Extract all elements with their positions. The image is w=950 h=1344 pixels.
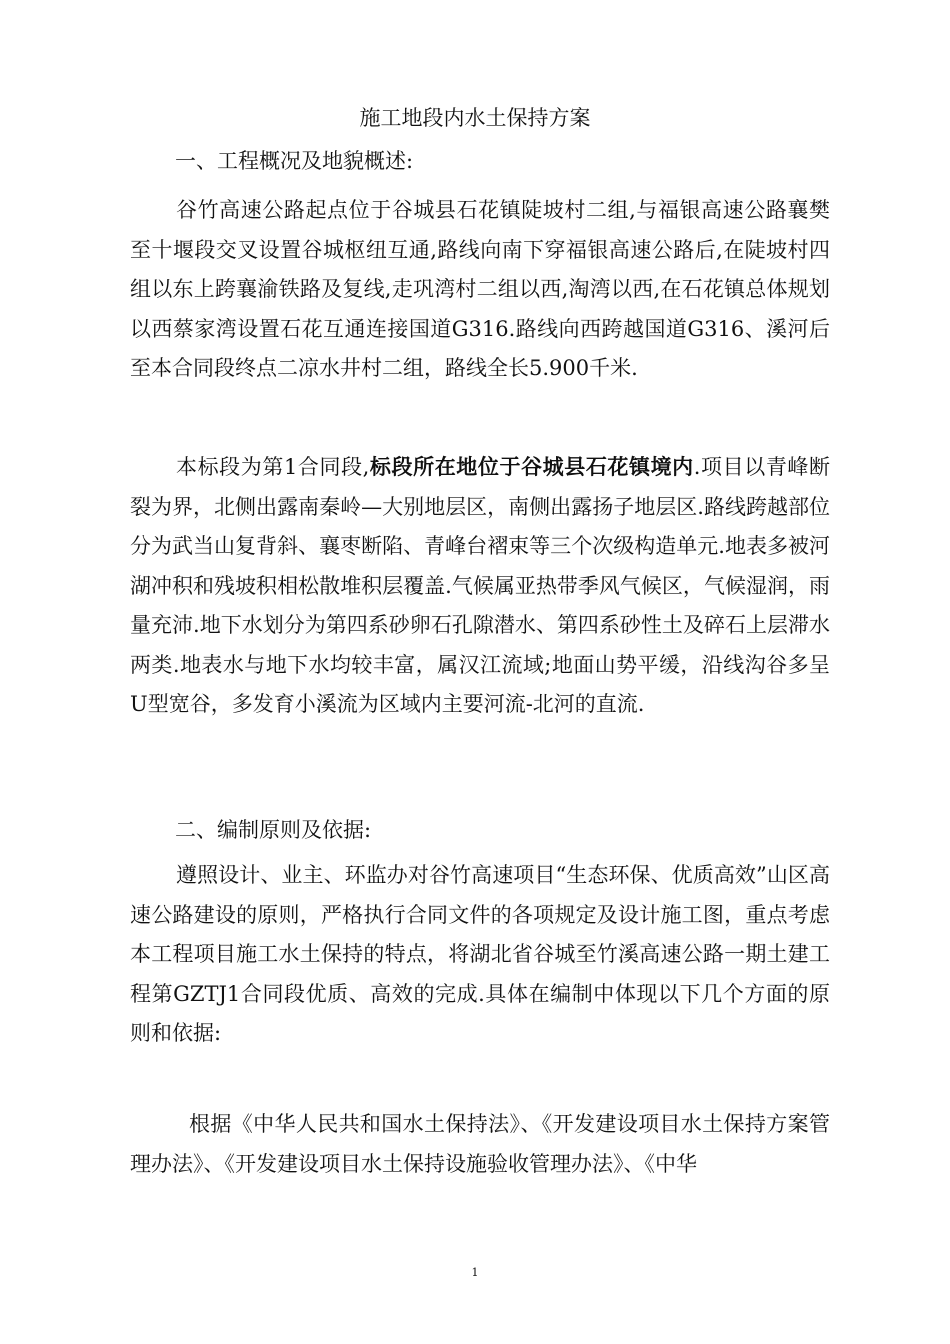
document-title: 施工地段内水土保持方案 <box>359 106 591 130</box>
paragraph-geology-climate <box>130 447 830 725</box>
paragraph-route-description: 谷竹高速公路起点位于谷城县石花镇陡坡村二组,与福银高速公路襄樊至十堰段交叉设置谷城枢纽互通,路线向南下穿福银高速公路后,在陡坡村四组以东上跨襄渝铁路及复线,走巩湾村二组以西,淘湾以西,在石花镇总体规划以西蔡家湾设置石花互通连接国道G316.路线向西跨越国道G316、溪河后至本合同段终点二凉水井村二组，路线全长5.900千米. <box>130 198 830 380</box>
bold-location-text: 标段所在地位于谷城县石花镇境内 <box>369 454 694 479</box>
paragraph-principles: 遵照设计、业主、环监办对谷竹高速项目“生态环保、优质高效”山区高速公路建设的原则，严格执行合同文件的各项规定及设计施工图，重点考虑本工程项目施工水土保持的特点，将湖北省谷城至竹溪高速公路一期土建工程第GZTJ1合同段优质、高效的完成.具体在编制中体现以下几个方面的原则和依据: <box>130 863 830 1045</box>
section-heading-principles: 二、编制原则及依据: <box>175 818 372 842</box>
paragraph-legal-basis: 根据《中华人民共和国水土保持法》、《开发建设项目水土保持方案管理办法》、《开发建设项目水土保持设施验收管理办法》、《中华 <box>130 1112 830 1176</box>
section-heading-overview: 一、工程概况及地貌概述: <box>175 149 414 173</box>
page-number: 1 <box>471 1266 479 1279</box>
paragraph-text-prefix: 本标段为第1合同段, <box>176 455 370 479</box>
paragraph-text-rest: .项目以青峰断裂为界，北侧出露南秦岭—大别地层区，南侧出露扬子地层区.路线跨越部位分为武当山复背斜、襄枣断陷、青峰台褶束等三个次级构造单元.地表多被河湖冲积和残坡积相松散堆积层覆盖.气候属亚热带季风气候区，气候湿润，雨量充沛.地下水划分为第四系砂卵石孔隙潜水、第四系砂性土及碎石上层滞水两类.地表水与地下水均较丰富，属汉江流域;地面山势平缓，沿线沟谷多呈U型宽谷，多发育小溪流为区域内主要河流-北河的直流. <box>130 455 830 716</box>
